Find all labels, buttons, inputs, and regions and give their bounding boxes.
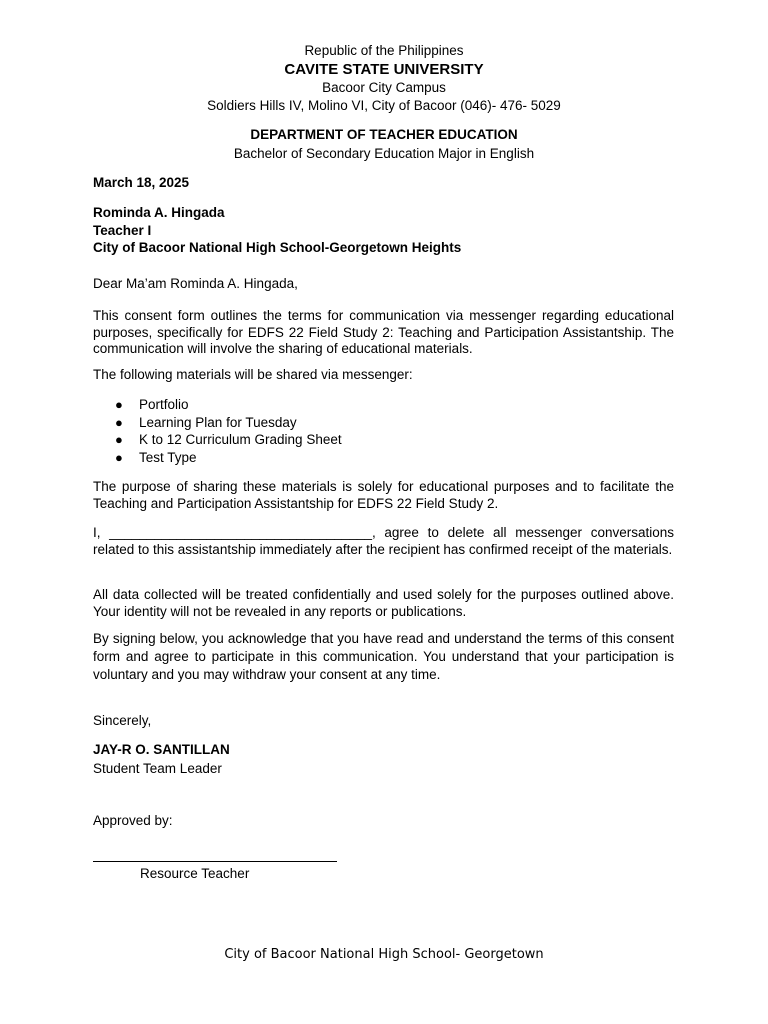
campus-name: Bacoor City Campus: [322, 80, 446, 95]
bullet-icon: ●: [115, 432, 123, 447]
paragraph-confidentiality: All data collected will be treated confidentially and used solely for the purposes outlined above. Your identity will not be revealed in any reports or publications.: [93, 587, 674, 619]
sender-role: Student Team Leader: [93, 761, 222, 776]
salutation: Dear Ma’am Rominda A. Hingada,: [93, 276, 298, 291]
list-item: ● K to 12 Curriculum Grading Sheet: [115, 432, 342, 447]
university-name: CAVITE STATE UNIVERSITY: [284, 61, 484, 78]
list-item: ● Portfolio: [115, 397, 189, 412]
materials-list: [93, 396, 342, 466]
paragraph-acknowledgement: By signing below, you acknowledge that you have read and understand the terms of this consent form and agree to participate in this communication. You understand that your participation is voluntary and you may withdraw your consent at any time.: [93, 631, 674, 682]
recipient-position: Teacher I: [93, 222, 152, 238]
list-item: ● Learning Plan for Tuesday: [115, 414, 297, 430]
approved-by-label: Approved by:: [93, 813, 173, 828]
sender-name: JAY-R O. SANTILLAN: [93, 742, 230, 757]
letter-date: March 18, 2025: [93, 175, 190, 190]
list-item: ● Test Type: [115, 449, 197, 465]
bullet-icon: ●: [115, 414, 123, 430]
paragraph-purpose: The purpose of sharing these materials is solely for educational purposes and to facilitate the Teaching and Participation Assistantship for EDFS 22 Field Study 2.: [93, 479, 674, 511]
closing-sincerely: Sincerely,: [93, 713, 152, 728]
department-name: DEPARTMENT OF TEACHER EDUCATION: [250, 127, 518, 142]
paragraph-agreement: I, ___________________________________, agree to delete all messenger conversations related to this assistantship immediately after the recipient has confirmed receipt of the materials.: [93, 525, 674, 557]
recipient-school: City of Bacoor National High School-Georgetown Heights: [93, 240, 462, 255]
bullet-icon: ●: [115, 397, 123, 412]
recipient-name: Rominda A. Hingada: [93, 205, 225, 220]
recipient-block: [93, 204, 674, 257]
signature-line: [93, 861, 337, 862]
approver-title: Resource Teacher: [140, 866, 250, 881]
bullet-icon: ●: [115, 449, 123, 465]
page-footer: City of Bacoor National High School- Georgetown: [224, 947, 544, 962]
paragraph-intro: This consent form outlines the terms for communication via messenger regarding educational purposes, specifically for EDFS 22 Field Study 2: Teaching and Participation Assistantship. The communication will involve the sharing of educational materials.: [93, 308, 674, 356]
program-name: Bachelor of Secondary Education Major in English: [233, 146, 535, 161]
campus-address: Soldiers Hills IV, Molino VI, City of Bacoor (046)- 476- 5029: [207, 98, 561, 113]
republic-line: Republic of the Philippines: [304, 43, 464, 58]
paragraph-materials-intro: The following materials will be shared via messenger:: [93, 367, 413, 382]
